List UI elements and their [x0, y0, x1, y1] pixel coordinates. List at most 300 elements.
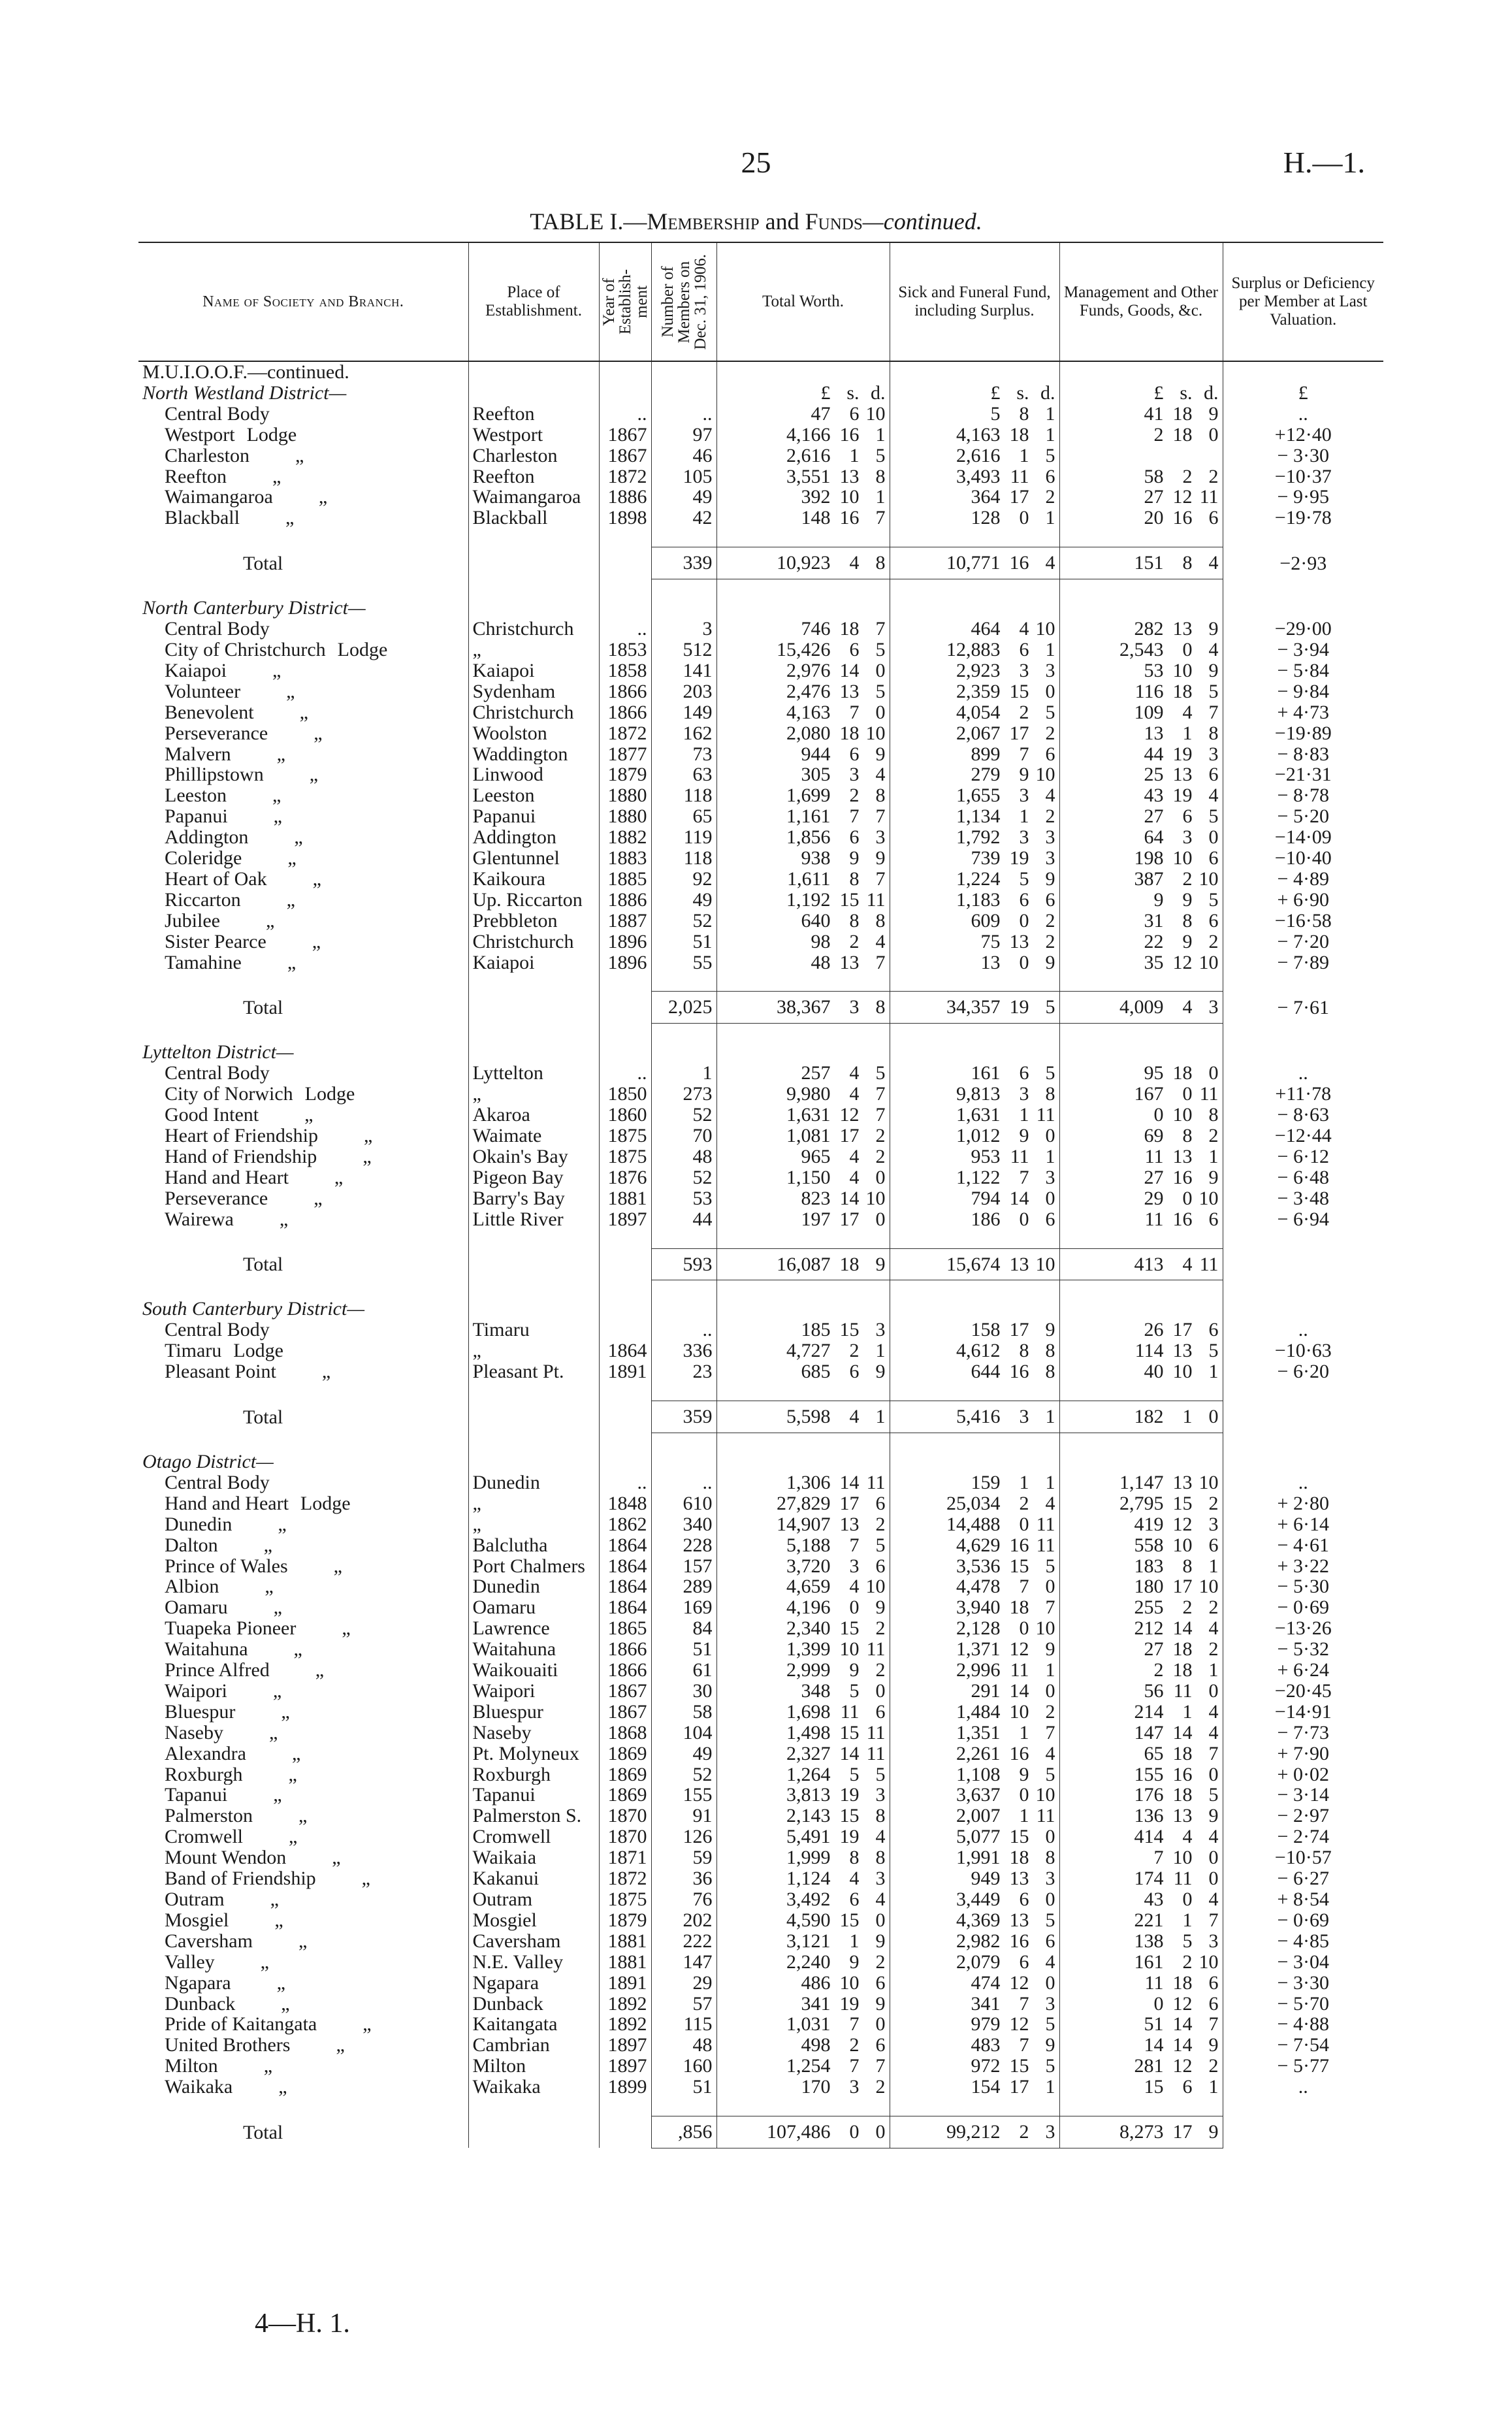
- amount-pounds: 255: [1134, 1597, 1164, 1619]
- amount-shillings: 0: [1182, 1188, 1193, 1209]
- amount-pounds: 2,261: [956, 1743, 1001, 1764]
- lodge-label: „: [260, 1951, 269, 1973]
- amount-shillings: 18: [1009, 424, 1029, 446]
- amount-pounds: 186: [971, 1208, 1001, 1230]
- amount-shillings: 14: [839, 1472, 860, 1493]
- mgmt-fund-cell: [1059, 1167, 1223, 1188]
- district-row: [138, 1299, 1383, 1320]
- amount-shillings: 2: [1182, 868, 1193, 890]
- total-mgmt-cell: [1059, 1401, 1223, 1433]
- amount-pence: 3: [1045, 848, 1055, 869]
- members-value: 610: [683, 1493, 713, 1514]
- mgmt-fund-cell: [1059, 764, 1223, 785]
- year-cell: [599, 1514, 651, 1535]
- amount-pence: 6: [1208, 764, 1219, 786]
- amount-shillings: 12: [1009, 1972, 1029, 1994]
- members-cell: [651, 1785, 716, 1806]
- amount-pence: 4: [1208, 639, 1219, 660]
- year-value: 1867: [607, 424, 647, 446]
- amount-shillings: 1: [849, 445, 860, 466]
- year-cell: [599, 1618, 651, 1639]
- surplus-cell: [1223, 1361, 1383, 1382]
- surplus-cell: [1223, 1764, 1383, 1785]
- amount: [721, 1514, 886, 1535]
- worth-cell: [716, 1320, 890, 1340]
- surplus-value: −29·00: [1274, 619, 1332, 640]
- amount-shillings: 11: [1173, 1868, 1193, 1889]
- amount-shillings: 19: [1009, 848, 1029, 869]
- amount-pence: 7: [1208, 2014, 1219, 2035]
- amount-pounds: 11: [1144, 1208, 1164, 1230]
- members-cell: [651, 1576, 716, 1597]
- amount-shillings: 7: [1019, 1167, 1029, 1188]
- worth-cell: [716, 1105, 890, 1126]
- year-cell: [599, 2014, 651, 2035]
- members-value: 512: [683, 639, 713, 660]
- worth-cell: [716, 425, 890, 446]
- table-row: [138, 1660, 1383, 1681]
- amount-pence: 3: [1045, 1868, 1055, 1889]
- place-cell: [468, 1105, 599, 1126]
- worth-cell: [716, 1146, 890, 1167]
- worth-cell: [716, 2056, 890, 2077]
- surplus-cell: [1223, 1126, 1383, 1146]
- amount-pence: 5: [1045, 1063, 1055, 1084]
- spacer-row: [138, 1280, 1383, 1299]
- branch-name: Heart of Oak: [165, 868, 267, 890]
- col-surplus-header: Surplus or Deficiency per Member at Last Valuation.: [1223, 242, 1383, 361]
- place-name: N.E. Valley: [472, 1951, 564, 1973]
- members-cell: [651, 1514, 716, 1535]
- year-cell: [599, 1209, 651, 1230]
- table-row: [138, 1889, 1383, 1910]
- amount-pence: 10: [1035, 619, 1055, 640]
- amount-shillings: 2: [1182, 466, 1193, 487]
- amount-pounds: 2,143: [786, 1806, 831, 1827]
- amount-shillings: 14: [1172, 1618, 1193, 1640]
- members-cell: [651, 1826, 716, 1847]
- spacer-row: [138, 2098, 1383, 2116]
- sick-fund-cell: [890, 1889, 1059, 1910]
- year-cell: [599, 1785, 651, 1806]
- total-surplus-cell: [1223, 992, 1383, 1024]
- members-value: 149: [683, 702, 713, 723]
- branch-name-cell: [138, 1702, 468, 1723]
- amount: [1064, 723, 1219, 744]
- members-cell: [651, 1320, 716, 1340]
- amount-pence: 4: [1045, 1951, 1055, 1973]
- branch-name: Mount Wendon: [165, 1847, 287, 1869]
- amount: [894, 1514, 1055, 1535]
- surplus-cell: [1223, 827, 1383, 848]
- amount-pounds: 1,655: [956, 785, 1001, 807]
- amount-pounds: 5: [990, 403, 1001, 425]
- total-worth-cell: [716, 547, 890, 579]
- amount: [721, 1660, 886, 1681]
- amount-pounds: 899: [971, 743, 1001, 765]
- amount: [894, 1702, 1055, 1723]
- pound-sign: £: [990, 382, 1001, 404]
- year-cell: [599, 404, 651, 425]
- members-cell: [651, 1340, 716, 1361]
- amount: [1064, 764, 1219, 785]
- empty-cell: [651, 1451, 716, 1472]
- spacer-cell: [716, 973, 890, 992]
- amount: [1064, 1723, 1219, 1743]
- amount-pounds: 4,369: [956, 1909, 1001, 1931]
- place-name: Port Chalmers: [472, 1555, 585, 1577]
- lodge-label: „: [362, 1146, 372, 1167]
- sick-fund-cell: [890, 1209, 1059, 1230]
- spacer-cell: [1059, 1382, 1223, 1401]
- surplus-cell: [1223, 744, 1383, 765]
- surplus-cell: [1223, 1105, 1383, 1126]
- members-value: 84: [692, 1618, 713, 1640]
- amount: [1064, 1702, 1219, 1723]
- amount-shillings: 18: [1172, 1063, 1193, 1084]
- branch-name-cell: [138, 1806, 468, 1826]
- amount-pence: 7: [875, 1105, 886, 1126]
- total-mgmt-cell: [1059, 992, 1223, 1024]
- currency-header-worth: [716, 598, 890, 619]
- place-cell: [468, 660, 599, 681]
- branch-name: Waipori: [165, 1680, 227, 1702]
- amount-shillings: 0: [849, 2121, 860, 2143]
- members-cell: [651, 1209, 716, 1230]
- amount: [721, 1681, 886, 1702]
- place-name: Waimate: [472, 1126, 542, 1146]
- amount-pence: 1: [1045, 639, 1055, 660]
- amount-pounds: 414: [1134, 1826, 1164, 1848]
- amount: [721, 1254, 886, 1275]
- amount-pounds: 158: [971, 1320, 1001, 1341]
- amount-pence: 10: [1198, 868, 1219, 890]
- sick-fund-cell: [890, 1910, 1059, 1931]
- surplus-value: − 7·54: [1277, 2035, 1329, 2056]
- year-value: 1898: [607, 508, 647, 529]
- sick-fund-cell: [890, 1639, 1059, 1660]
- branch-name: Tamahine: [165, 952, 242, 973]
- worth-cell: [716, 660, 890, 681]
- amount-pounds: 2,128: [956, 1618, 1001, 1640]
- amount-pounds: 48: [811, 952, 831, 973]
- worth-cell: [716, 952, 890, 973]
- branch-name: United Brothers: [165, 2035, 291, 2056]
- district-title-cell: [138, 1299, 468, 1320]
- place-cell: [468, 1576, 599, 1597]
- amount-pence: 6: [1045, 1930, 1055, 1952]
- amount-pounds: 161: [971, 1063, 1001, 1084]
- spacer-cell: [138, 1433, 468, 1451]
- amount-pounds: 4,629: [956, 1534, 1001, 1556]
- table-row: [138, 1868, 1383, 1889]
- amount-pounds: 5,416: [956, 1406, 1001, 1428]
- amount-pounds: 35: [1144, 952, 1164, 973]
- amount-shillings: 13: [1172, 1472, 1193, 1493]
- amount-pence: 10: [1198, 952, 1219, 973]
- year-cell: [599, 1952, 651, 1973]
- total-label-cell: [138, 547, 468, 579]
- branch-name-cell: [138, 2014, 468, 2035]
- year-value: 1866: [607, 1660, 647, 1681]
- amount-pounds: 148: [801, 508, 831, 529]
- amount-pounds: 1,371: [956, 1639, 1001, 1661]
- amount-pence: 3: [875, 827, 886, 849]
- amount: [1064, 1361, 1219, 1382]
- page-signature: 4—H. 1.: [255, 2309, 350, 2339]
- spacer-cell: [1059, 1024, 1223, 1043]
- amount-pounds: 69: [1144, 1126, 1164, 1146]
- place-cell: [468, 744, 599, 765]
- amount: [1064, 1868, 1219, 1889]
- year-value: 1866: [607, 681, 647, 702]
- amount-pence: 10: [865, 722, 886, 744]
- amount-shillings: 3: [1182, 827, 1193, 849]
- amount-shillings: 5: [1182, 1930, 1193, 1952]
- amount-shillings: 3: [1019, 660, 1029, 681]
- year-value: 1897: [607, 2056, 647, 2077]
- spacer-cell: [468, 2098, 599, 2116]
- empty-cell: [599, 1299, 651, 1320]
- worth-cell: [716, 1952, 890, 1973]
- members-cell: [651, 1702, 716, 1723]
- place-name: „: [472, 1340, 481, 1362]
- amount-pence: 5: [875, 1534, 886, 1556]
- amount-pounds: 1,399: [786, 1639, 831, 1661]
- table-row: [138, 869, 1383, 890]
- branch-name: Central Body: [165, 1472, 270, 1493]
- amount: [1064, 1209, 1219, 1230]
- amount: [1064, 2077, 1219, 2098]
- amount-pounds: 1,012: [956, 1126, 1001, 1146]
- worth-cell: [716, 487, 890, 508]
- currency-header-mgmt: [1059, 1042, 1223, 1063]
- members-value: 51: [692, 2077, 713, 2098]
- surplus-value: ..: [1298, 1063, 1308, 1084]
- surplus-value: + 6·24: [1277, 1660, 1329, 1681]
- spacer-cell: [599, 1280, 651, 1299]
- mgmt-fund-cell: [1059, 911, 1223, 932]
- amount-shillings: 2: [1182, 1597, 1193, 1619]
- members-cell: [651, 848, 716, 869]
- col-members-label: Number of Members on Dec. 31, 1906.: [658, 253, 709, 350]
- year-cell: [599, 487, 651, 508]
- members-cell: [651, 508, 716, 528]
- amount-pence: 3: [1208, 996, 1219, 1018]
- amount-shillings: 2: [1019, 1493, 1029, 1514]
- amount-shillings: 17: [1172, 1320, 1193, 1341]
- members-cell: [651, 1556, 716, 1577]
- worth-cell: [716, 1702, 890, 1723]
- place-name: Reefton: [472, 403, 535, 425]
- worth-cell: [716, 869, 890, 890]
- branch-name-cell: [138, 869, 468, 890]
- amount-pence: 0: [1045, 1126, 1055, 1146]
- amount-pounds: 291: [971, 1680, 1001, 1702]
- branch-name-cell: [138, 744, 468, 765]
- branch-name: Albion: [165, 1576, 219, 1598]
- year-cell: [599, 1105, 651, 1126]
- place-name: Balclutha: [472, 1534, 548, 1556]
- place-name: Prebbleton: [472, 910, 558, 932]
- amount-pence: 0: [1045, 1576, 1055, 1598]
- sick-fund-cell: [890, 1868, 1059, 1889]
- branch-name-cell: [138, 1639, 468, 1660]
- branch-name-cell: [138, 1576, 468, 1597]
- members-cell: [651, 681, 716, 702]
- spacer-cell: [599, 1024, 651, 1043]
- empty-cell: [599, 1042, 651, 1063]
- branch-name: Dunedin: [165, 1514, 233, 1535]
- amount: [1064, 1931, 1219, 1952]
- amount-pounds: 43: [1144, 1889, 1164, 1910]
- branch-name-cell: [138, 1681, 468, 1702]
- amount: [1064, 1681, 1219, 1702]
- branch-name: Central Body: [165, 1063, 270, 1084]
- mgmt-fund-cell: [1059, 1952, 1223, 1973]
- amount: [1064, 1994, 1219, 2015]
- branch-name-cell: [138, 1167, 468, 1188]
- place-name: „: [472, 1084, 481, 1105]
- amount-pence: 6: [1045, 1208, 1055, 1230]
- total-members: 593: [683, 1253, 713, 1275]
- members-value: 44: [692, 1208, 713, 1230]
- amount-shillings: 1: [1182, 1406, 1193, 1428]
- branch-name-cell: [138, 1764, 468, 1785]
- lodge-label: „: [273, 806, 282, 828]
- amount-shillings: 14: [839, 660, 860, 681]
- members-value: 104: [683, 1722, 713, 1743]
- amount: [894, 640, 1055, 660]
- members-cell: [651, 1660, 716, 1681]
- amount: [894, 508, 1055, 528]
- branch-name: Band of Friendship: [165, 1868, 316, 1889]
- amount-shillings: 8: [849, 910, 860, 932]
- amount-pence: 1: [1208, 2077, 1219, 2098]
- title-funds: Funds: [805, 208, 863, 235]
- amount: [1064, 640, 1219, 660]
- mgmt-fund-cell: [1059, 702, 1223, 723]
- amount: [1064, 1084, 1219, 1105]
- currency-header-sick: [890, 383, 1059, 404]
- surplus-value: − 2·74: [1277, 1826, 1329, 1848]
- empty-cell: [468, 598, 599, 619]
- amount-pence: 5: [1045, 445, 1055, 466]
- amount-pence: 5: [1045, 2014, 1055, 2035]
- amount-pounds: 20: [1144, 508, 1164, 529]
- total-row: [138, 992, 1383, 1024]
- table-row: [138, 1973, 1383, 1994]
- worth-cell: [716, 1084, 890, 1105]
- place-cell: [468, 1826, 599, 1847]
- branch-name: City of Christchurch: [165, 639, 326, 660]
- surplus-value: − 6·20: [1277, 1361, 1329, 1383]
- spacer-cell: [651, 1433, 716, 1451]
- amount-pence: 5: [1045, 702, 1055, 723]
- amount-pence: 5: [875, 1764, 886, 1785]
- place-name: Kaikoura: [472, 868, 546, 890]
- amount: [721, 764, 886, 785]
- empty-cell: [651, 361, 716, 383]
- place-cell: [468, 1597, 599, 1618]
- amount: [721, 890, 886, 911]
- col-year-label: Year of Establish- ment: [600, 269, 651, 334]
- place-cell: [468, 1556, 599, 1577]
- lodge-label: Lodge: [337, 639, 388, 660]
- spacer-cell: [1223, 1230, 1383, 1249]
- branch-name: Benevolent: [165, 702, 254, 723]
- district-title: North Canterbury District—: [142, 598, 366, 619]
- place-name: Ngapara: [472, 1972, 539, 1994]
- total-mgmt-cell: [1059, 2116, 1223, 2148]
- amount-shillings: 16: [1009, 1930, 1029, 1952]
- branch-name-cell: [138, 1660, 468, 1681]
- amount-shillings: 15: [1009, 1555, 1029, 1577]
- amount-pounds: 2,616: [956, 445, 1001, 466]
- amount-pounds: 99,212: [946, 2121, 1001, 2143]
- members-cell: [651, 1597, 716, 1618]
- amount-shillings: 1: [1019, 1472, 1029, 1493]
- amount-pence: 6: [1208, 1993, 1219, 2015]
- year-cell: [599, 1660, 651, 1681]
- amount-pence: 0: [875, 702, 886, 723]
- year-value: 1886: [607, 889, 647, 911]
- amount-pounds: 41: [1144, 403, 1164, 425]
- amount: [1064, 487, 1219, 508]
- place-name: Papanui: [472, 806, 536, 828]
- amount-shillings: 18: [1172, 424, 1193, 446]
- amount: [721, 2122, 886, 2143]
- surplus-value: −20·45: [1274, 1680, 1332, 1702]
- amount: [894, 487, 1055, 508]
- place-cell: [468, 1723, 599, 1743]
- amount-shillings: 10: [1172, 848, 1193, 869]
- members-value: 76: [692, 1889, 713, 1910]
- mgmt-fund-cell: [1059, 723, 1223, 744]
- members-value: 49: [692, 487, 713, 508]
- sick-fund-cell: [890, 1084, 1059, 1105]
- worth-cell: [716, 1994, 890, 2015]
- members-cell: [651, 2014, 716, 2035]
- lodge-label: „: [278, 2077, 287, 2098]
- amount-pounds: 498: [801, 2035, 831, 2056]
- worth-cell: [716, 1126, 890, 1146]
- year-value: 1875: [607, 1126, 647, 1146]
- mgmt-fund-cell: [1059, 744, 1223, 765]
- amount-pounds: 464: [971, 619, 1001, 640]
- members-value: 115: [683, 2014, 713, 2035]
- amount: [721, 1931, 886, 1952]
- table-row: [138, 508, 1383, 528]
- amount: [721, 1806, 886, 1826]
- place-cell: [468, 848, 599, 869]
- amount: [894, 1084, 1055, 1105]
- surplus-cell: [1223, 681, 1383, 702]
- surplus-value: −21·31: [1274, 764, 1332, 786]
- place-cell: [468, 1952, 599, 1973]
- place-cell: [468, 1361, 599, 1382]
- amount: [894, 1167, 1055, 1188]
- place-name: „: [472, 1493, 481, 1514]
- amount: [894, 1576, 1055, 1597]
- surplus-value: − 6·48: [1277, 1167, 1329, 1188]
- spacer-cell: [890, 1230, 1059, 1249]
- members-value: 55: [692, 952, 713, 973]
- branch-name-cell: [138, 1952, 468, 1973]
- amount-pence: 2: [1045, 931, 1055, 952]
- table-row: [138, 640, 1383, 660]
- members-cell: [651, 1681, 716, 1702]
